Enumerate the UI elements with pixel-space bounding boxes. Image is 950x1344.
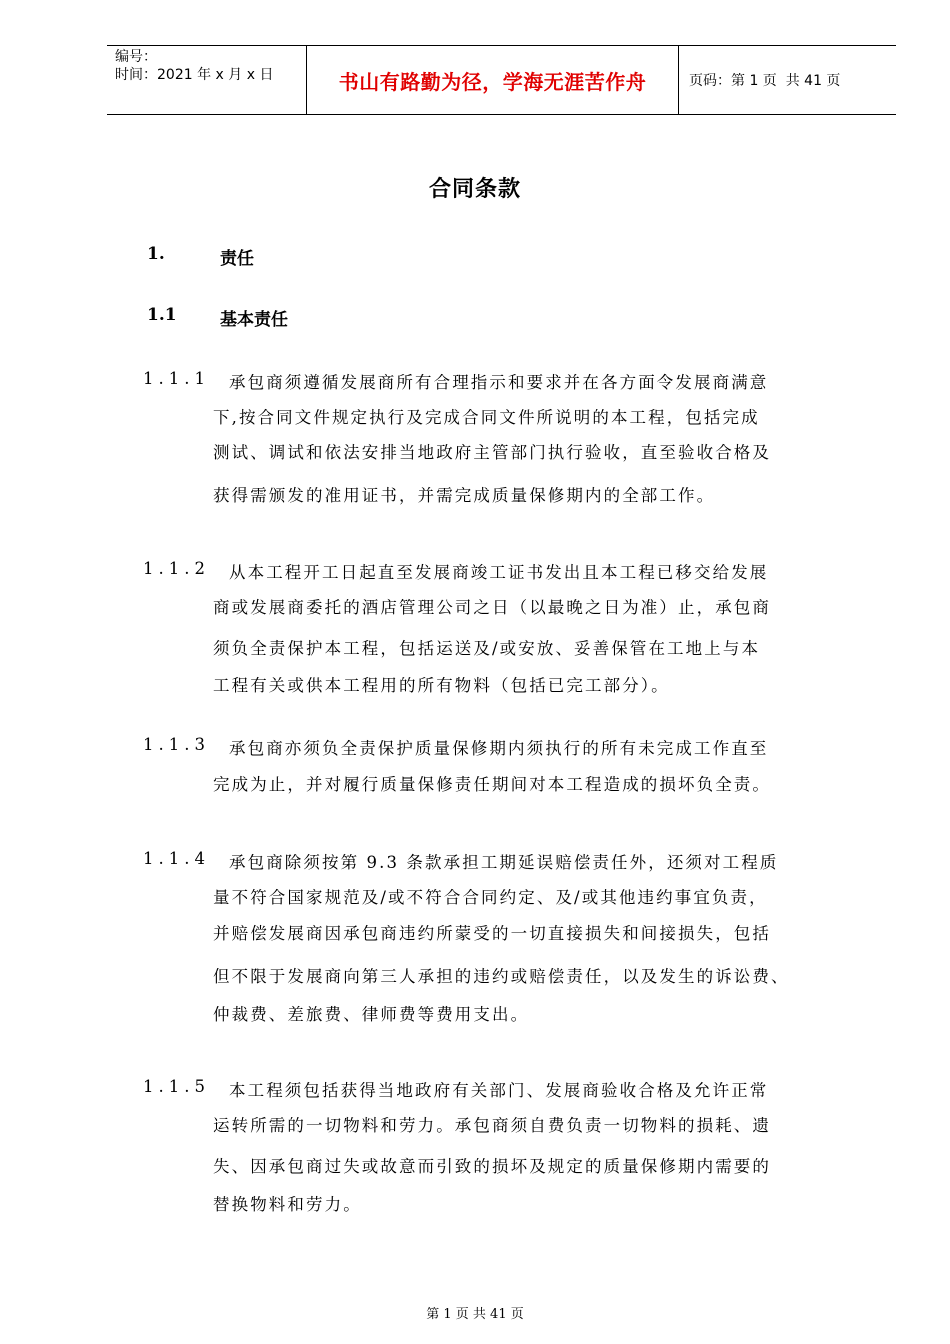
clause-line: 承包商亦须负全责保护质量保修期内须执行的所有未完成工作直至 bbox=[229, 739, 769, 758]
subsection-number: 1.1 bbox=[147, 305, 177, 325]
clause-line: 承包商须遵循发展商所有合理指示和要求并在各方面令发展商满意 bbox=[229, 373, 769, 392]
time-label: 时间：2021 年 x 月 x 日 bbox=[115, 67, 274, 83]
clause-line: 失、因承包商过失或故意而引致的损坏及规定的质量保修期内需要的 bbox=[213, 1157, 771, 1176]
clause-number: 1.1.1 bbox=[143, 369, 210, 388]
clause-line: 但不限于发展商向第三人承担的违约或赔偿责任，以及发生的诉讼费、 bbox=[213, 967, 790, 986]
clause-line: 商或发展商委托的酒店管理公司之日（以最晚之日为准）止，承包商 bbox=[213, 598, 771, 617]
header-motto-cell bbox=[307, 46, 679, 114]
number-label: 编号： bbox=[115, 49, 157, 65]
page-info: 页码：第 1 页 共 41 页 bbox=[689, 73, 841, 89]
clause-line: 承包商除须按第 9.3 条款承担工期延误赔偿责任外，还须对工程质 bbox=[229, 853, 779, 872]
section-title: 责任 bbox=[220, 249, 254, 269]
clause-line: 下,按合同文件规定执行及完成合同文件所说明的本工程，包括完成 bbox=[213, 408, 760, 427]
motto: 书山有路勤为径，学海无涯苦作舟 bbox=[338, 69, 647, 94]
page-header bbox=[107, 45, 896, 115]
clause-line: 运转所需的一切物料和劳力。承包商须自费负责一切物料的损耗、遗 bbox=[213, 1116, 771, 1135]
document-title: 合同条款 bbox=[428, 177, 521, 202]
clause-line: 测试、调试和依法安排当地政府主管部门执行验收，直至验收合格及 bbox=[213, 443, 771, 462]
clause-line: 工程有关或供本工程用的所有物料（包括已完工部分）。 bbox=[213, 676, 670, 695]
clause-number: 1.1.2 bbox=[143, 559, 210, 578]
subsection-title: 基本责任 bbox=[220, 310, 288, 330]
clause-line: 量不符合国家规范及/或不符合合同约定、及/或其他违约事宜负责， bbox=[213, 888, 768, 907]
header-meta bbox=[107, 46, 307, 114]
clause-number: 1.1.5 bbox=[143, 1077, 210, 1096]
clause-line: 从本工程开工日起直至发展商竣工证书发出且本工程已移交给发展 bbox=[229, 563, 769, 582]
clause-line: 完成为止，并对履行质量保修责任期间对本工程造成的损坏负全责。 bbox=[213, 775, 771, 794]
clause-line: 获得需颁发的准用证书，并需完成质量保修期内的全部工作。 bbox=[213, 486, 716, 505]
clause-line: 本工程须包括获得当地政府有关部门、发展商验收合格及允许正常 bbox=[229, 1081, 769, 1100]
page-footer bbox=[0, 1303, 950, 1322]
clause-line: 须负全责保护本工程，包括运送及/或安放、妥善保管在工地上与本 bbox=[213, 639, 761, 658]
header-page-cell bbox=[679, 46, 896, 114]
section-heading bbox=[147, 244, 254, 269]
footer-page-number: 第 1 页 共 41 页 bbox=[426, 1307, 524, 1322]
clause-line: 并赔偿发展商因承包商违约所蒙受的一切直接损失和间接损失，包括 bbox=[213, 924, 771, 943]
clause-line: 仲裁费、差旅费、律师费等费用支出。 bbox=[213, 1005, 530, 1024]
section-number: 1. bbox=[147, 244, 165, 264]
clause-number: 1.1.3 bbox=[143, 735, 210, 754]
clause-line: 替换物料和劳力。 bbox=[213, 1195, 362, 1214]
subsection-heading bbox=[147, 305, 288, 330]
clause-number: 1.1.4 bbox=[143, 849, 210, 868]
